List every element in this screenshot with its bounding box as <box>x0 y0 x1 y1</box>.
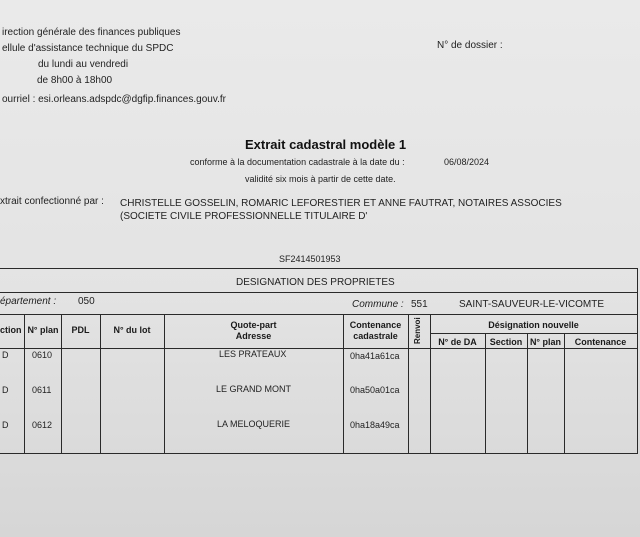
reference-number: SF2414501953 <box>279 254 341 264</box>
row2-contenance: 0ha50a01ca <box>350 385 400 395</box>
row3-contenance: 0ha18a49ca <box>350 420 400 430</box>
commune-label: Commune : <box>352 299 404 310</box>
col-renvoi: Renvoi <box>413 317 422 344</box>
departement-label: épartement : <box>0 296 57 307</box>
row2-plan: 0611 <box>32 385 52 395</box>
col-quote-part: Quote-part <box>230 320 277 330</box>
header-direction: irection générale des finances publiques <box>2 27 181 38</box>
col-plan-2: N° plan <box>529 337 562 347</box>
row1-contenance: 0ha41a61ca <box>350 351 400 361</box>
row2-adresse: LE GRAND MONT <box>216 384 292 394</box>
col-nda: N° de DA <box>438 337 477 347</box>
dossier-label: N° de dossier : <box>437 40 503 51</box>
row1-adresse: LES PRATEAUX <box>219 349 287 359</box>
conforme-date: 06/08/2024 <box>444 157 490 167</box>
row2-section: D <box>2 385 9 395</box>
commune-code: 551 <box>411 299 428 310</box>
col-contenance-2: Contenance <box>574 337 627 347</box>
col-contenance: Contenance <box>349 320 402 330</box>
row3-plan: 0612 <box>32 420 53 430</box>
row1-plan: 0610 <box>32 350 53 360</box>
header-hours-days: du lundi au vendredi <box>38 59 129 70</box>
propriete-table <box>0 268 638 454</box>
header-cellule: ellule d'assistance technique du SPDC <box>2 43 174 54</box>
header-email: ourriel : esi.orleans.adspdc@dgfip.finances.gouv.fr <box>2 94 226 105</box>
confection-label: xtrait confectionné par : <box>0 196 104 207</box>
validite-text: validité six mois à partir de cette date. <box>245 174 396 184</box>
document-title: Extrait cadastral modèle 1 <box>245 137 407 152</box>
conforme-label: conforme à la documentation cadastrale à la date du : <box>190 157 405 167</box>
row3-adresse: LA MELOQUERIE <box>217 419 291 429</box>
row1-section: D <box>2 350 9 360</box>
col-section-2: Section <box>489 337 523 347</box>
col-contenance-cadastrale: cadastrale <box>353 331 398 341</box>
col-pdl: PDL <box>71 325 90 335</box>
row3-section: D <box>2 420 9 430</box>
departement-value: 050 <box>78 296 95 307</box>
col-lot: N° du lot <box>113 325 151 335</box>
col-plan: N° plan <box>27 325 59 335</box>
col-section: ction <box>0 325 22 335</box>
table-banner: DESIGNATION DES PROPRIETES <box>236 277 395 288</box>
confection-line2: (SOCIETE CIVILE PROFESSIONNELLE TITULAIRE D' <box>120 211 368 222</box>
confection-line1: CHRISTELLE GOSSELIN, ROMARIC LEFORESTIER ET ANNE FAUTRAT, NOTAIRES ASSOCIES <box>120 198 562 209</box>
commune-name: SAINT-SAUVEUR-LE-VICOMTE <box>459 299 605 310</box>
header-hours: de 8h00 à 18h00 <box>37 75 113 86</box>
col-designation-nouvelle: Désignation nouvelle <box>488 320 579 330</box>
col-adresse: Adresse <box>235 331 272 341</box>
